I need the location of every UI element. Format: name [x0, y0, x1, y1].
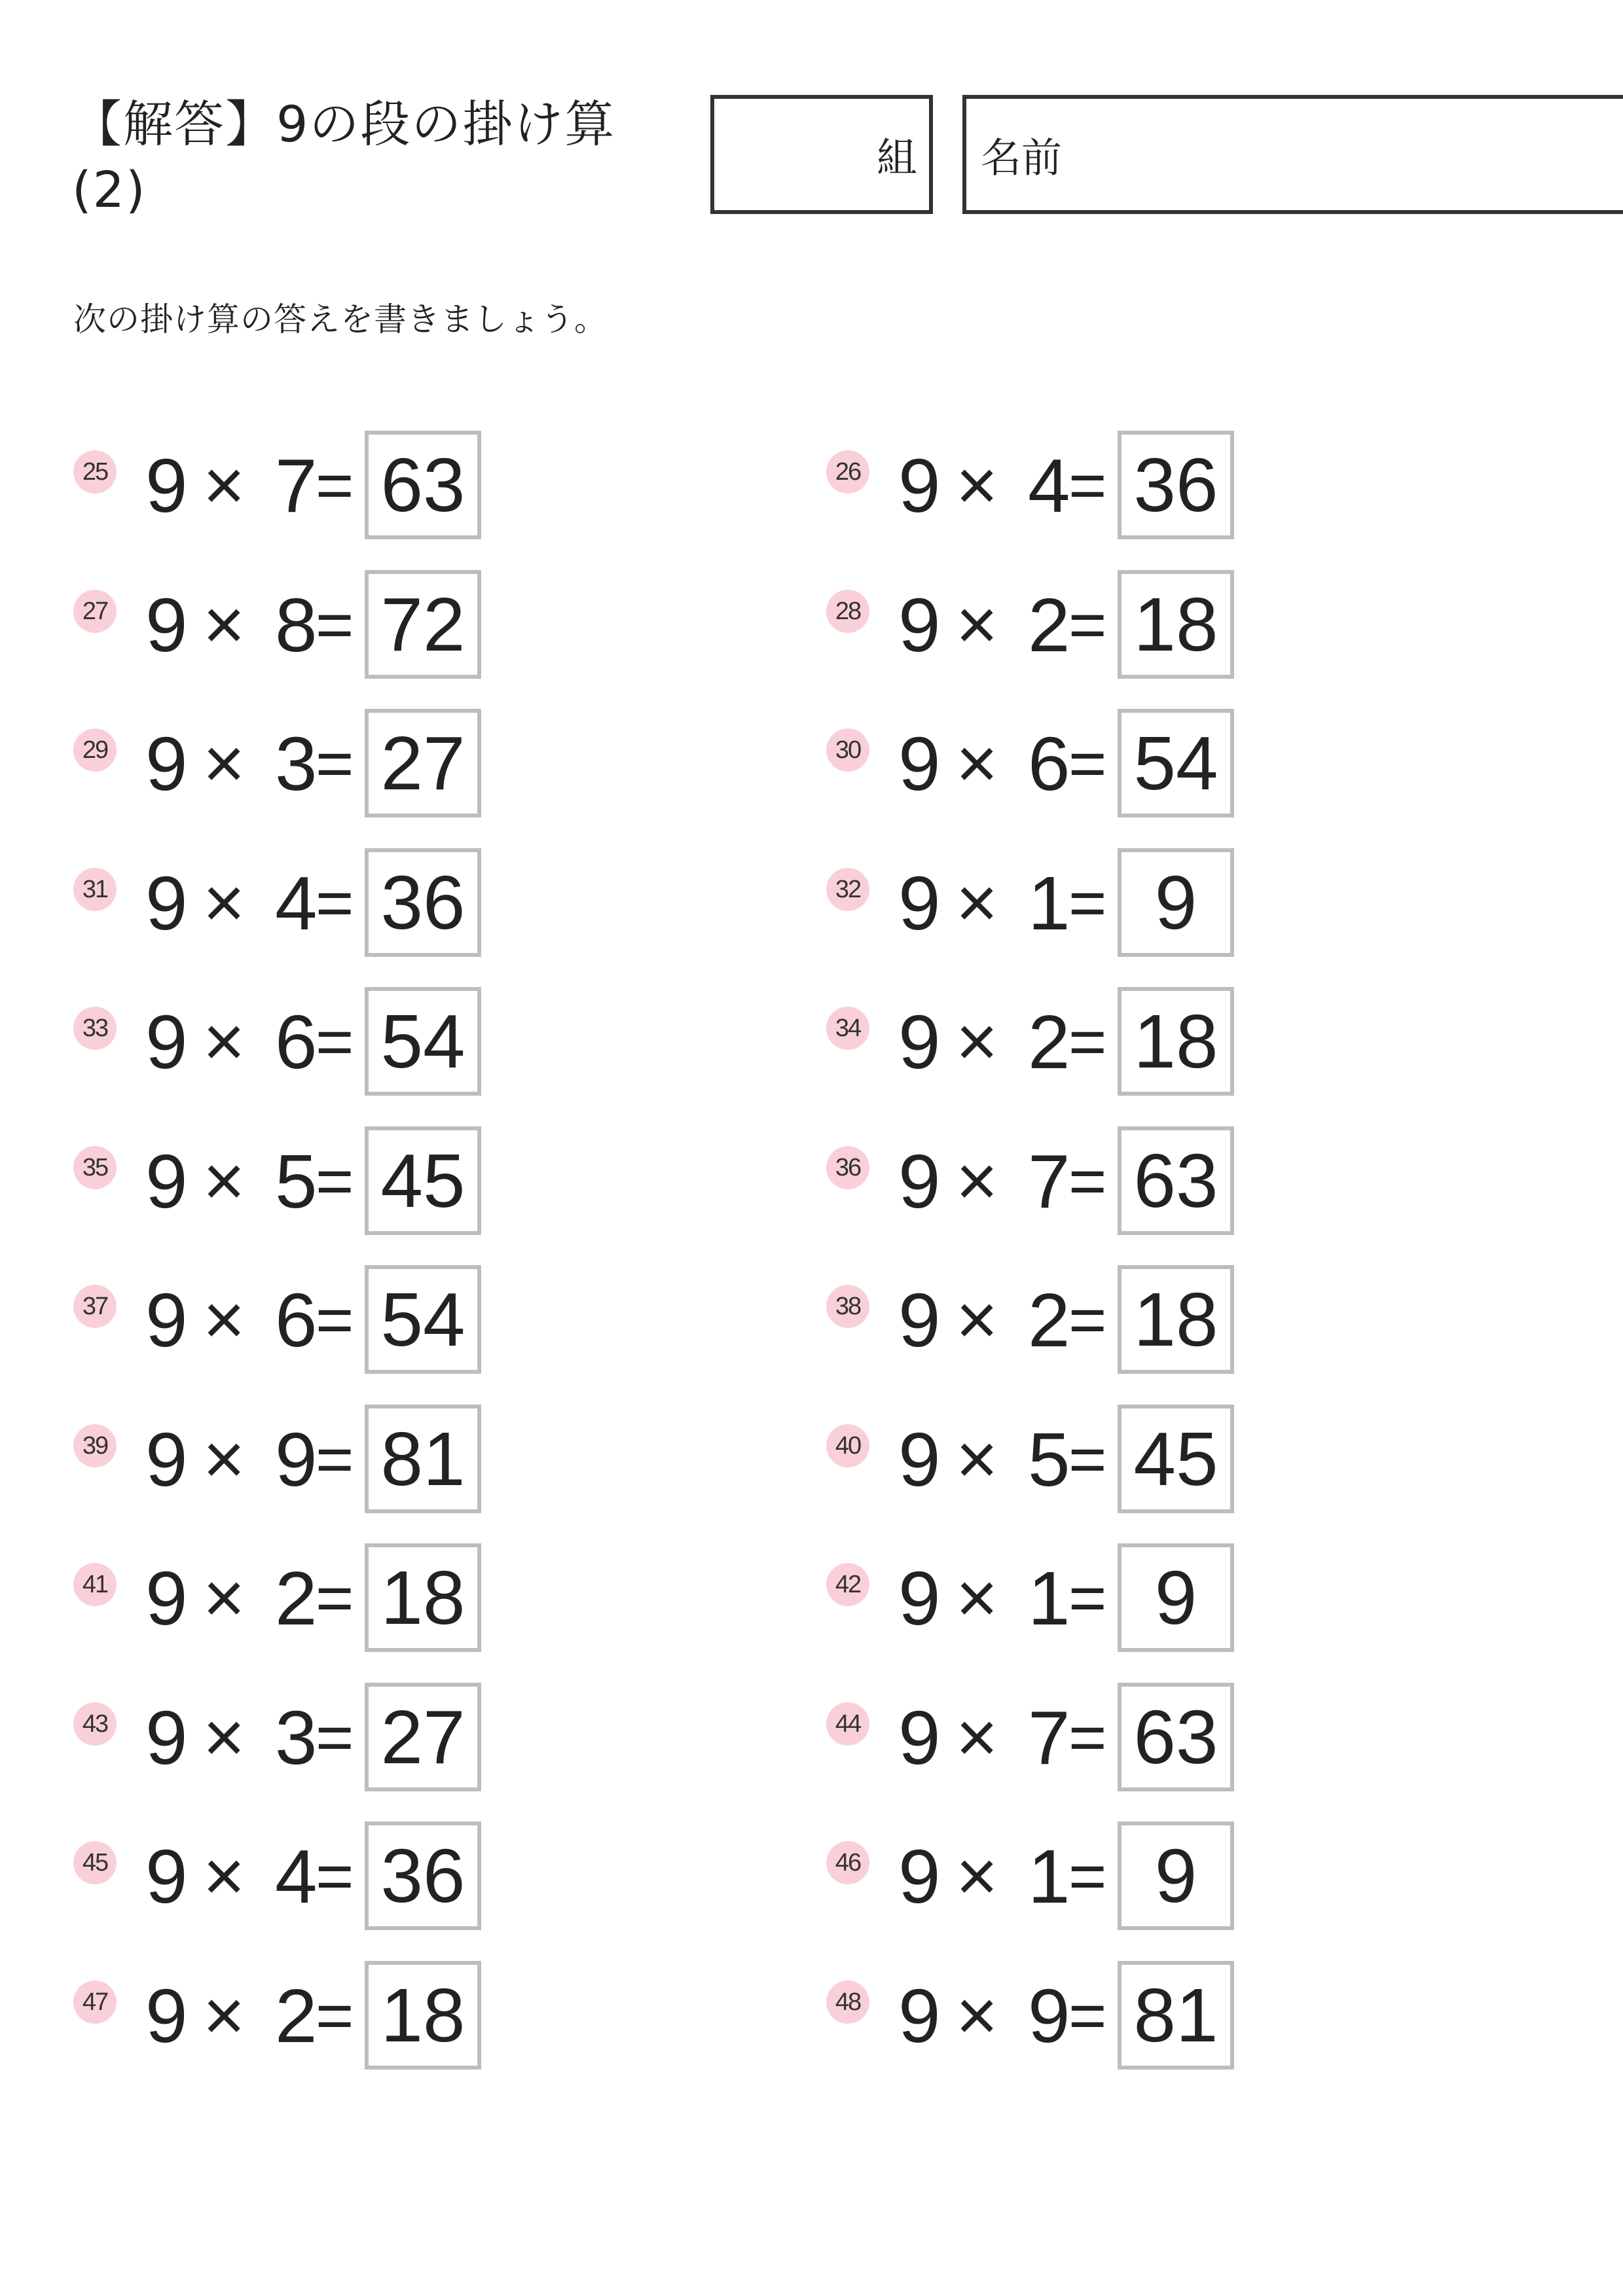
multiplicand: 9 — [145, 1834, 188, 1919]
equals-sign: = — [316, 866, 354, 940]
times-sign: × — [956, 1001, 998, 1082]
times-sign: × — [203, 723, 246, 804]
multiplier: 9 — [275, 1416, 318, 1502]
problem-item — [826, 1683, 1389, 1793]
problem-item — [73, 1126, 636, 1236]
equals-sign: = — [1068, 727, 1107, 800]
answer-box[interactable]: 54 — [1118, 709, 1234, 817]
multiplier: 2 — [275, 1973, 318, 2058]
times-sign: × — [203, 1558, 246, 1638]
equals-sign: = — [316, 727, 354, 800]
problem-item — [826, 709, 1389, 819]
multiplicand: 9 — [898, 721, 941, 806]
times-sign: × — [203, 1140, 246, 1221]
multiplicand: 9 — [898, 1556, 941, 1641]
multiplicand: 9 — [898, 1973, 941, 2058]
problem-number-badge: 47 — [73, 1981, 117, 2024]
problem-number-badge: 41 — [73, 1563, 117, 1606]
answer-box[interactable]: 18 — [365, 1961, 481, 2070]
multiplicand: 9 — [898, 1834, 941, 1919]
problem-item — [73, 1821, 636, 1931]
multiplicand: 9 — [145, 443, 188, 528]
answer-box[interactable]: 72 — [365, 570, 481, 679]
problem-number-badge: 28 — [826, 590, 869, 633]
name-label: 名前 — [981, 134, 1063, 182]
problem-number-badge: 32 — [826, 868, 869, 911]
name-field[interactable] — [962, 95, 1623, 214]
problem-item — [73, 1961, 636, 2071]
multiplicand: 9 — [145, 1973, 188, 2058]
answer-box[interactable]: 36 — [1118, 431, 1234, 539]
title-line-2: (2) — [72, 160, 147, 219]
equals-sign: = — [1068, 1144, 1107, 1218]
multiplier: 6 — [275, 1278, 318, 1363]
equals-sign: = — [316, 1283, 354, 1357]
problem-number-badge: 25 — [73, 450, 117, 493]
multiplier: 4 — [1028, 443, 1070, 528]
problem-item — [826, 570, 1389, 680]
multiplier: 3 — [275, 1695, 318, 1780]
problem-item — [826, 1821, 1389, 1931]
equals-sign: = — [316, 1562, 354, 1635]
problem-item — [73, 570, 636, 680]
problem-number-badge: 29 — [73, 728, 117, 772]
equals-sign: = — [1068, 1562, 1107, 1635]
problem-item — [826, 987, 1389, 1097]
problem-item — [73, 431, 636, 541]
answer-box[interactable]: 45 — [365, 1126, 481, 1235]
times-sign: × — [203, 1280, 246, 1360]
multiplicand: 9 — [898, 860, 941, 946]
equals-sign: = — [316, 1979, 354, 2053]
problem-number-badge: 33 — [73, 1007, 117, 1050]
problem-number-badge: 26 — [826, 450, 869, 493]
multiplicand: 9 — [145, 1695, 188, 1780]
multiplier: 2 — [275, 1556, 318, 1641]
problem-number-badge: 44 — [826, 1702, 869, 1746]
problem-number-badge: 27 — [73, 590, 117, 633]
answer-box[interactable]: 9 — [1118, 1543, 1234, 1652]
answer-box[interactable]: 63 — [1118, 1126, 1234, 1235]
equals-sign: = — [1068, 1283, 1107, 1357]
multiplier: 9 — [1028, 1973, 1070, 2058]
multiplier: 7 — [1028, 1695, 1070, 1780]
multiplicand: 9 — [145, 721, 188, 806]
times-sign: × — [956, 723, 998, 804]
times-sign: × — [203, 862, 246, 943]
times-sign: × — [203, 1836, 246, 1916]
problem-number-badge: 45 — [73, 1841, 117, 1884]
multiplier: 6 — [275, 999, 318, 1085]
equals-sign: = — [1068, 588, 1107, 662]
multiplier: 4 — [275, 1834, 318, 1919]
title-line-1: 【解答】9の段の掛け算 — [72, 95, 616, 153]
equals-sign: = — [316, 1005, 354, 1079]
multiplicand: 9 — [145, 582, 188, 668]
equals-sign: = — [316, 1700, 354, 1774]
problem-number-badge: 36 — [826, 1146, 869, 1189]
equals-sign: = — [1068, 1422, 1107, 1496]
problem-number-badge: 43 — [73, 1702, 117, 1746]
answer-box[interactable]: 27 — [365, 709, 481, 817]
answer-box[interactable]: 18 — [1118, 570, 1234, 679]
equals-sign: = — [316, 1422, 354, 1496]
equals-sign: = — [1068, 449, 1107, 522]
answer-box[interactable]: 81 — [365, 1405, 481, 1513]
multiplier: 2 — [1028, 999, 1070, 1085]
problem-item — [826, 1961, 1389, 2071]
problem-number-badge: 40 — [826, 1424, 869, 1467]
class-field[interactable] — [710, 95, 933, 214]
problem-number-badge: 34 — [826, 1007, 869, 1050]
problem-item — [73, 987, 636, 1097]
equals-sign: = — [1068, 1005, 1107, 1079]
equals-sign: = — [316, 588, 354, 662]
times-sign: × — [956, 1975, 998, 2056]
multiplicand: 9 — [145, 1556, 188, 1641]
answer-box[interactable]: 63 — [365, 431, 481, 539]
answer-box[interactable]: 9 — [1118, 1821, 1234, 1930]
times-sign: × — [203, 1975, 246, 2056]
answer-box[interactable]: 45 — [1118, 1405, 1234, 1513]
times-sign: × — [956, 445, 998, 526]
problem-item — [73, 1265, 636, 1375]
multiplier: 2 — [1028, 1278, 1070, 1363]
problem-number-badge: 39 — [73, 1424, 117, 1467]
problem-number-badge: 38 — [826, 1285, 869, 1328]
times-sign: × — [203, 1696, 246, 1778]
answer-box[interactable]: 54 — [365, 1265, 481, 1374]
multiplier: 8 — [275, 582, 318, 668]
problem-item — [826, 1543, 1389, 1653]
answer-box[interactable]: 54 — [365, 987, 481, 1096]
multiplicand: 9 — [898, 1416, 941, 1502]
multiplier: 1 — [1028, 860, 1070, 946]
equals-sign: = — [316, 449, 354, 522]
multiplicand: 9 — [898, 443, 941, 528]
problem-number-badge: 31 — [73, 868, 117, 911]
multiplicand: 9 — [145, 1278, 188, 1363]
multiplier: 3 — [275, 721, 318, 806]
problem-item — [826, 431, 1389, 541]
multiplicand: 9 — [898, 1138, 941, 1224]
multiplicand: 9 — [898, 1278, 941, 1363]
answer-box[interactable]: 36 — [365, 848, 481, 957]
class-label: 組 — [876, 134, 917, 182]
instruction-text: 次の掛け算の答えを書きましょう。 — [73, 300, 608, 338]
multiplier: 1 — [1028, 1556, 1070, 1641]
times-sign: × — [956, 1140, 998, 1221]
times-sign: × — [956, 1418, 998, 1499]
equals-sign: = — [1068, 1840, 1107, 1913]
problem-item — [826, 1265, 1389, 1375]
multiplicand: 9 — [898, 999, 941, 1085]
answer-box[interactable]: 9 — [1118, 848, 1234, 957]
answer-box[interactable]: 36 — [365, 1821, 481, 1930]
answer-box[interactable]: 18 — [1118, 987, 1234, 1096]
problem-number-badge: 46 — [826, 1841, 869, 1884]
equals-sign: = — [1068, 866, 1107, 940]
multiplier: 5 — [1028, 1416, 1070, 1502]
problem-number-badge: 42 — [826, 1563, 869, 1606]
multiplier: 7 — [1028, 1138, 1070, 1224]
problem-number-badge: 48 — [826, 1981, 869, 2024]
multiplicand: 9 — [898, 582, 941, 668]
worksheet-title — [72, 92, 661, 223]
problem-item — [73, 1683, 636, 1793]
times-sign: × — [956, 862, 998, 943]
answer-box[interactable]: 27 — [365, 1683, 481, 1791]
problem-number-badge: 30 — [826, 728, 869, 772]
times-sign: × — [956, 1558, 998, 1638]
times-sign: × — [956, 1696, 998, 1778]
multiplicand: 9 — [145, 1416, 188, 1502]
answer-box[interactable]: 18 — [1118, 1265, 1234, 1374]
problem-number-badge: 37 — [73, 1285, 117, 1328]
times-sign: × — [203, 584, 246, 665]
multiplicand: 9 — [145, 860, 188, 946]
problem-item — [826, 1126, 1389, 1236]
equals-sign: = — [316, 1144, 354, 1218]
answer-box[interactable]: 81 — [1118, 1961, 1234, 2070]
times-sign: × — [956, 1836, 998, 1916]
problem-item — [826, 848, 1389, 958]
multiplier: 6 — [1028, 721, 1070, 806]
problem-item — [826, 1405, 1389, 1515]
times-sign: × — [203, 1001, 246, 1082]
multiplicand: 9 — [898, 1695, 941, 1780]
problem-number-badge: 35 — [73, 1146, 117, 1189]
multiplier: 1 — [1028, 1834, 1070, 1919]
multiplicand: 9 — [145, 999, 188, 1085]
equals-sign: = — [1068, 1700, 1107, 1774]
equals-sign: = — [316, 1840, 354, 1913]
problem-item — [73, 848, 636, 958]
problem-item — [73, 1405, 636, 1515]
multiplier: 4 — [275, 860, 318, 946]
multiplier: 2 — [1028, 582, 1070, 668]
answer-box[interactable]: 18 — [365, 1543, 481, 1652]
multiplier: 7 — [275, 443, 318, 528]
times-sign: × — [956, 584, 998, 665]
equals-sign: = — [1068, 1979, 1107, 2053]
multiplicand: 9 — [145, 1138, 188, 1224]
multiplier: 5 — [275, 1138, 318, 1224]
times-sign: × — [203, 1418, 246, 1499]
times-sign: × — [956, 1280, 998, 1360]
problem-item — [73, 1543, 636, 1653]
times-sign: × — [203, 445, 246, 526]
problem-item — [73, 709, 636, 819]
answer-box[interactable]: 63 — [1118, 1683, 1234, 1791]
